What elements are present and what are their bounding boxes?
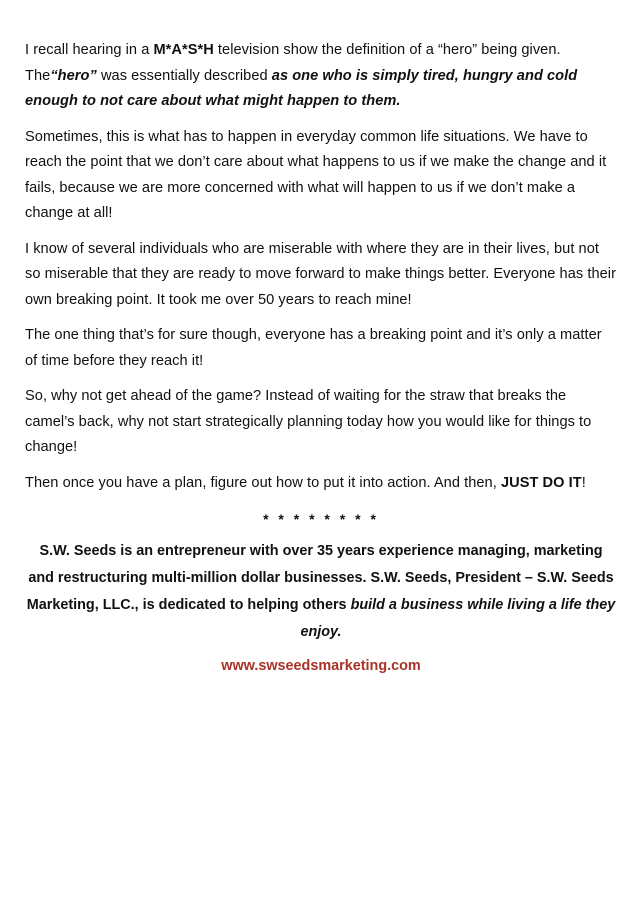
bio-text: S.W. Seeds is an entrepreneur with over 35 years experience managing, marketing and restructuring multi-million dollar businesses. S.W. Seeds, President – S.W. Seeds Marketing, LLC., is dedicated to helping others [26,543,614,613]
hero-term: “hero” [50,67,97,84]
website-link[interactable]: www.swseedsmarketing.com [221,658,421,674]
document-page [25,38,617,677]
paragraph-everyday-situations: Sometimes, this is what has to happen in everyday common life situations. We have to reach the point that we don’t care about what happens to us if we make the change and it fails, because we are more concerned with what will happen to us if we don’t make a change at all! [25,128,607,221]
bio-tagline: build a business while living a life they enjoy. [300,597,616,640]
text: Then once you have a plan, figure out how to put it into action. And then, [25,474,501,491]
paragraph-get-ahead: So, why not get ahead of the game? Instead of waiting for the straw that breaks the camel’s back, why not start strategically planning today how you would like for things to change! [25,388,592,455]
mash-title: M*A*S*H [153,42,214,58]
text: television show the definition of a “hero” being given. The [25,42,561,84]
section-separator: * * * * * * * * [263,511,379,527]
text: ! [581,474,586,491]
text: was essentially described [96,67,272,84]
text: I recall hearing in a [25,42,154,58]
hero-definition: as one who is simply tired, hungry and cold enough to not care about what might happen to them. [25,67,578,109]
paragraph-just-do-it [25,471,617,497]
just-do-it-emphasis: JUST DO IT [500,474,582,491]
paragraph-matter-of-time: The one thing that’s for sure though, everyone has a breaking point and it’s only a matter of time before they reach it! [25,327,602,369]
author-bio [25,538,617,646]
paragraph-breaking-point: I know of several individuals who are miserable with where they are in their lives, but not so miserable that they are ready to move forward to make things better. Everyone has their own breaking point. It took me over 50 years to reach mine! [25,240,616,308]
paragraph-mash-hero [25,38,617,115]
